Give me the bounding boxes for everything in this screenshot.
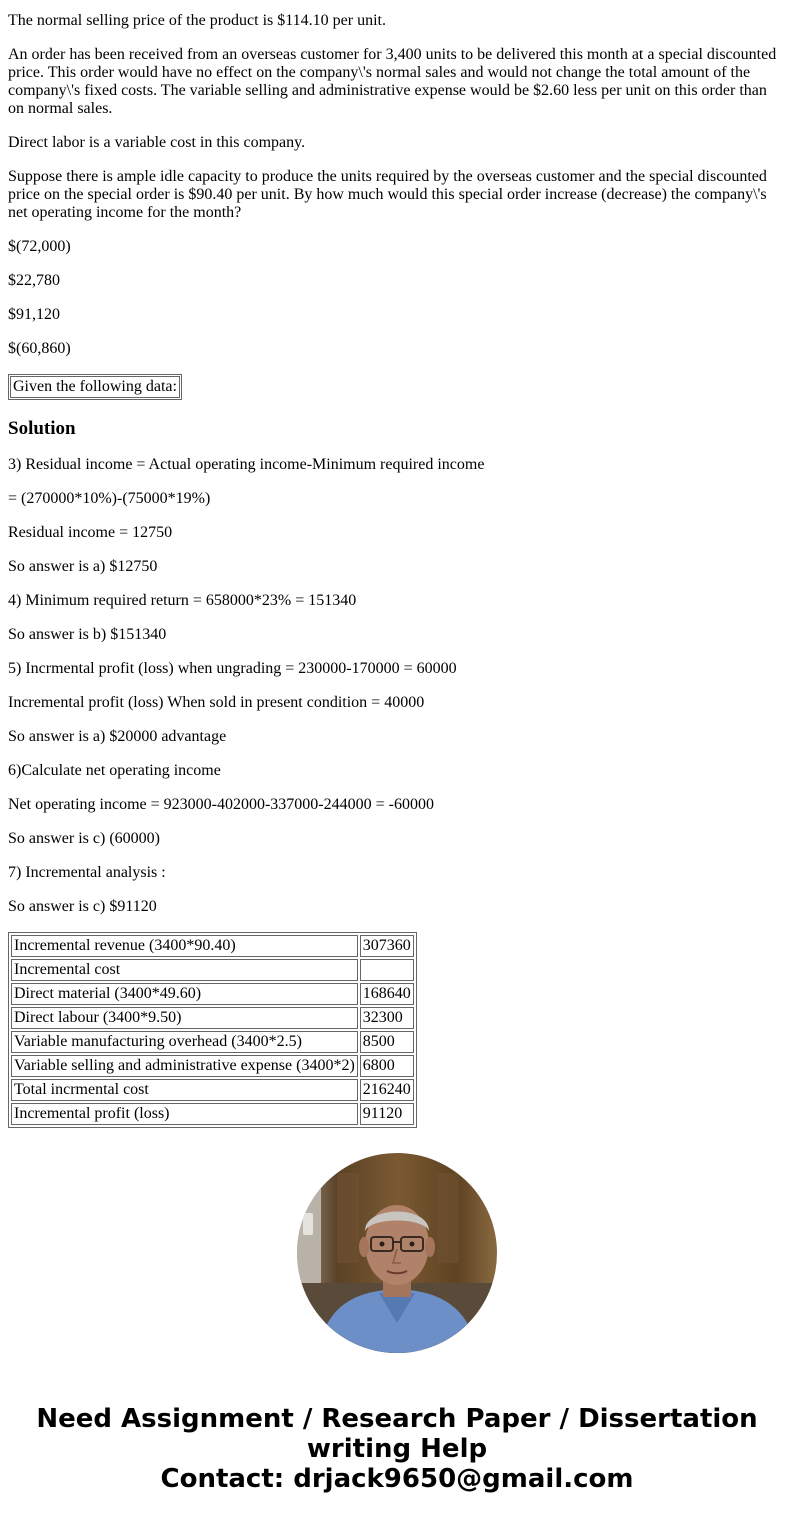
table-row [11,935,414,957]
table-cell-label: Direct material (3400*49.60) [11,983,358,1005]
solution-line: = (270000*10%)-(75000*19%) [8,490,211,507]
table-cell-label: Direct labour (3400*9.50) [11,1007,358,1029]
question-paragraph: Suppose there is ample idle capacity to produce the units required by the overseas customer and the special discounted price on the special order is $90.40 per unit. By how much would this special order increase (decrease) the company\'s net operating income for the month? [8,168,767,221]
solution-line: So answer is b) $151340 [8,626,167,643]
table-cell-label: Total incrmental cost [11,1079,358,1101]
footer-contact: Contact: drjack9650@gmail.com [160,1464,634,1494]
table-cell-label: Incremental cost [11,959,358,981]
table-row [11,1007,414,1029]
solution-line: So answer is a) $12750 [8,558,158,575]
question-paragraph: Direct labor is a variable cost in this company. [8,134,306,151]
question-paragraph: An order has been received from an overseas customer for 3,400 units to be delivered this month at a special discounted price. This order would have no effect on the company\'s normal sales and would not change the total amount of the company\'s fixed costs. The variable selling and administrative expense would be $2.60 less per unit on this order than on normal sales. [8,46,777,117]
tutor-avatar [297,1153,497,1353]
table-row [11,983,414,1005]
footer-line: Need Assignment / Research Paper / Dissertation [36,1404,758,1434]
solution-line: 5) Incrmental profit (loss) when ungrading = 230000-170000 = 60000 [8,660,457,677]
table-row [11,1103,414,1125]
solution-line: Residual income = 12750 [8,524,173,541]
table-row [11,959,414,981]
solution-line: 7) Incremental analysis : [8,864,166,881]
table-cell-value: 91120 [360,1103,414,1125]
solution-line: 6)Calculate net operating income [8,762,221,779]
answer-option: $(72,000) [8,238,71,255]
table-cell-value [360,959,414,981]
table-row [11,1055,414,1077]
answer-option: $22,780 [8,272,60,289]
solution-line: Incremental profit (loss) When sold in present condition = 40000 [8,694,425,711]
solution-line: So answer is c) $91120 [8,898,157,915]
table-cell-value: 307360 [360,935,414,957]
table-cell-value: 8500 [360,1031,414,1053]
table-cell-value: 32300 [360,1007,414,1029]
solution-heading: Solution [8,418,76,439]
table-cell-label: Incremental profit (loss) [11,1103,358,1125]
question-paragraph: The normal selling price of the product is $114.10 per unit. [8,12,386,29]
answer-option: $(60,860) [8,340,71,357]
solution-line: 3) Residual income = Actual operating income-Minimum required income [8,456,485,473]
table-cell-label: Incremental revenue (3400*90.40) [11,935,358,957]
tutor-portrait-image [297,1153,497,1353]
given-data-label: Given the following data: [10,376,180,398]
solution-line: So answer is a) $20000 advantage [8,728,227,745]
incremental-analysis-table [8,932,417,1128]
table-cell-value: 216240 [360,1079,414,1101]
table-cell-value: 168640 [360,983,414,1005]
table-cell-label: Variable manufacturing overhead (3400*2.5) [11,1031,358,1053]
footer-line: writing Help [306,1434,488,1464]
table-row [11,1079,414,1101]
table-cell-label: Variable selling and administrative expense (3400*2) [11,1055,358,1077]
given-data-box [8,374,182,400]
solution-line: 4) Minimum required return = 658000*23% = 151340 [8,592,357,609]
solution-line: So answer is c) (60000) [8,830,160,847]
answer-option: $91,120 [8,306,60,323]
table-row [11,1031,414,1053]
table-cell-value: 6800 [360,1055,414,1077]
promo-footer [0,1404,794,1494]
solution-line: Net operating income = 923000-402000-337000-244000 = -60000 [8,796,434,813]
